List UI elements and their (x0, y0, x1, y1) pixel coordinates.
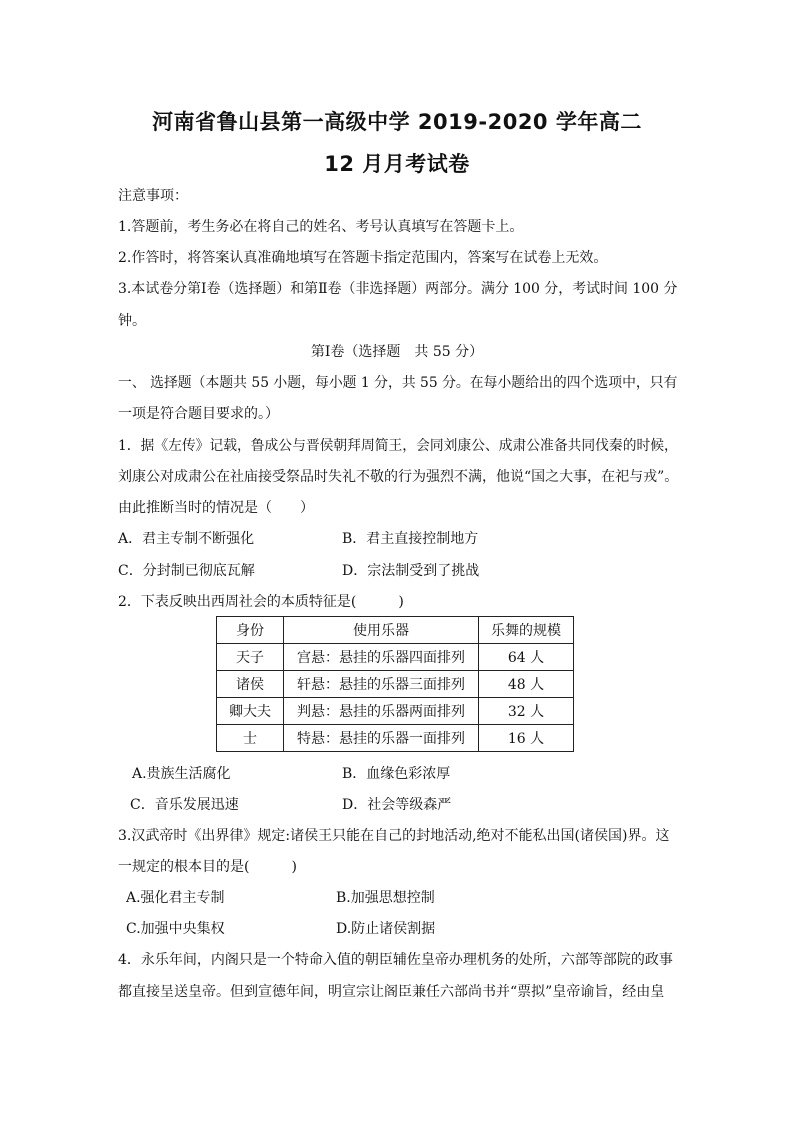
table-cell: 轩悬：悬挂的乐器三面排列 (284, 671, 479, 698)
note-item: 2.作答时，将答案认真准确地填写在答题卡指定范围内，答案写在试卷上无效。 (118, 250, 608, 266)
table-cell: 士 (217, 725, 284, 752)
table-row (217, 698, 574, 725)
question-2-text: 2．下表反映出西周社会的本质特征是( ) (118, 594, 404, 610)
notes-heading: 注意事项： (118, 188, 188, 204)
table-cell: 32 人 (479, 698, 574, 725)
question-1-option-d: D．宗法制受到了挑战 (342, 563, 480, 579)
exam-title-line1: 河南省鲁山县第一高级中学 2019-2020 学年高二 (152, 110, 642, 134)
table-header-cell: 使用乐器 (284, 617, 479, 644)
question-3-option-b: B.加强思想控制 (336, 890, 435, 906)
question-2-option-c: C．音乐发展迅速 (130, 797, 239, 813)
question-1-option-a: A．君主专制不断强化 (118, 531, 255, 547)
question-1-text: 由此推断当时的情况是（ ） (118, 500, 314, 516)
section-intro: 一、 选择题（本题共 55 小题，每小题 1 分，共 55 分。在每小题给出的四个选项中，只有 (118, 375, 678, 391)
table-cell: 诸侯 (217, 671, 284, 698)
exam-title-line2: 12 月月考试卷 (324, 152, 470, 176)
note-item: 3.本试卷分第Ⅰ卷（选择题）和第Ⅱ卷（非选择题）两部分。满分 100 分，考试时间 100 分 (118, 281, 678, 297)
section-intro: 一项是符合题目要求的。） (118, 406, 279, 422)
question-1-option-b: B．君主直接控制地方 (342, 531, 479, 547)
table-header-cell: 身份 (217, 617, 284, 644)
music-ritual-table (216, 616, 574, 752)
table-cell: 卿大夫 (217, 698, 284, 725)
table-cell: 特悬：悬挂的乐器一面排列 (284, 725, 479, 752)
note-item: 钟。 (118, 313, 146, 329)
question-3-text: 一规定的根本目的是( ) (118, 859, 297, 875)
table-cell: 天子 (217, 644, 284, 671)
table-cell: 判悬：悬挂的乐器两面排列 (284, 698, 479, 725)
question-3-option-c: C.加强中央集权 (126, 921, 225, 937)
table-cell: 宫悬：悬挂的乐器四面排列 (284, 644, 479, 671)
table-row (217, 671, 574, 698)
table-cell: 16 人 (479, 725, 574, 752)
question-1-text: 刘康公对成肃公在社庙接受祭品时失礼不敬的行为强烈不满，他说“国之大事，在祀与戎”。 (118, 469, 679, 485)
question-3-option-a: A.强化君主专制 (126, 890, 225, 906)
question-2-option-b: B．血缘色彩浓厚 (342, 766, 451, 782)
table-cell: 64 人 (479, 644, 574, 671)
section-title: 第Ⅰ卷（选择题 共 55 分） (310, 344, 484, 360)
question-3-text: 3.汉武帝时《出界律》规定:诸侯王只能在自己的封地活动,绝对不能私出国(诸侯国)界。这 (118, 828, 670, 844)
table-header-row (217, 617, 574, 644)
table-row (217, 644, 574, 671)
question-1-text: 1．据《左传》记载，鲁成公与晋侯朝拜周简王，会同刘康公、成肃公准备共同伐秦的时候， (118, 438, 678, 454)
note-item: 1.答题前，考生务必在将自己的姓名、考号认真填写在答题卡上。 (118, 219, 524, 235)
question-3-option-d: D.防止诸侯割据 (336, 921, 436, 937)
question-2-option-a: A.贵族生活腐化 (132, 766, 231, 782)
table-row (217, 725, 574, 752)
question-4-text: 4．永乐年间，内阁只是一个特命入值的朝臣辅佐皇帝办理机务的处所，六部等部院的政事 (118, 952, 673, 968)
question-4-text: 都直接呈送皇帝。但到宣德年间，明宣宗让阁臣兼任六部尚书并“票拟”皇帝谕旨，经由皇 (118, 984, 665, 1000)
question-1-option-c: C．分封制已彻底瓦解 (118, 563, 255, 579)
table-header-cell: 乐舞的规模 (479, 617, 574, 644)
table-cell: 48 人 (479, 671, 574, 698)
question-2-option-d: D．社会等级森严 (342, 797, 452, 813)
